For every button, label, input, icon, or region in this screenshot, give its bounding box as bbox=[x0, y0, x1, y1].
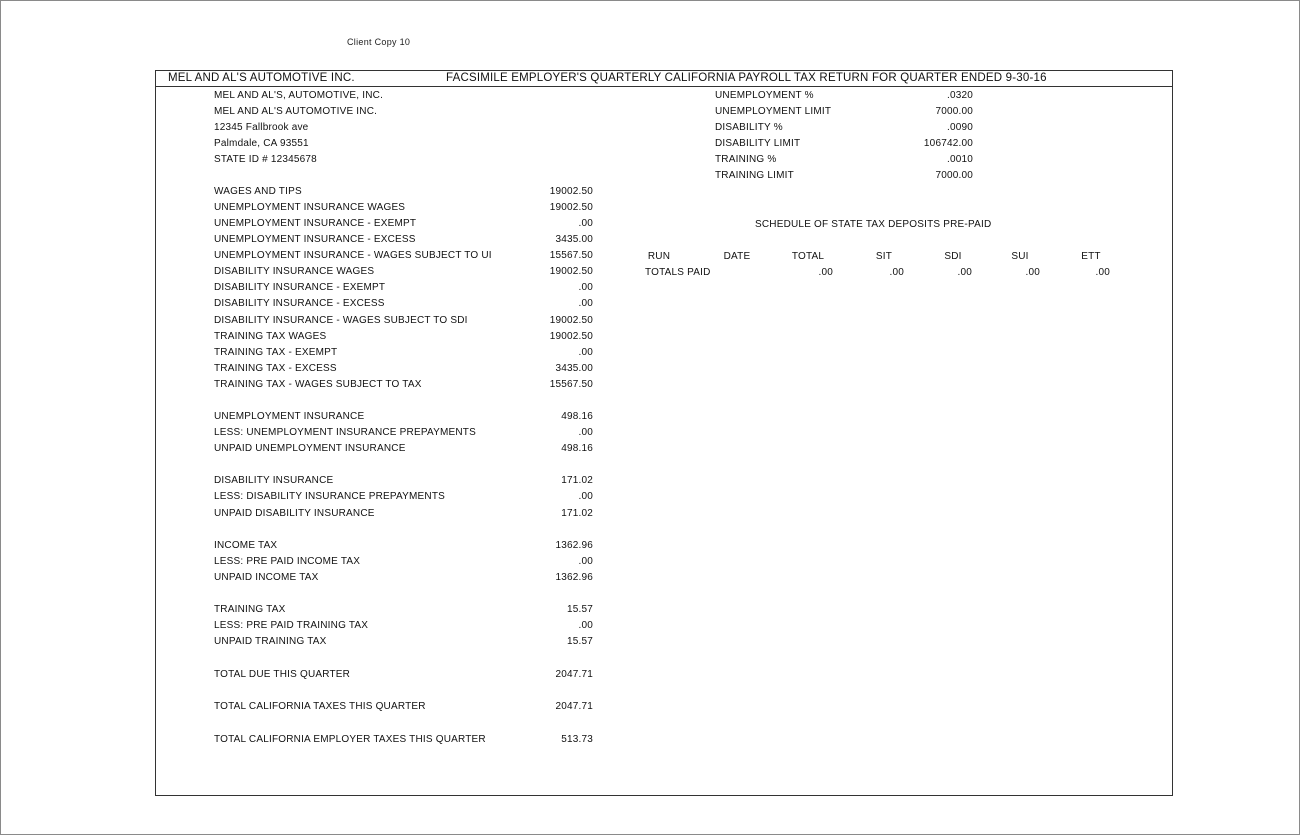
wage-value: 19002.50 bbox=[549, 186, 593, 197]
wage-label: DISABILITY INSURANCE - EXEMPT bbox=[214, 282, 386, 293]
address-line: Palmdale, CA 93551 bbox=[214, 138, 309, 149]
schedule-total-value: .00 bbox=[889, 267, 904, 278]
rate-value: .0090 bbox=[946, 122, 973, 133]
state-id: STATE ID # 12345678 bbox=[214, 154, 317, 165]
income-tax-value: 1362.96 bbox=[555, 540, 593, 551]
schedule-total-value: .00 bbox=[957, 267, 972, 278]
wage-value: 19002.50 bbox=[549, 315, 593, 326]
unemployment-value: .00 bbox=[578, 427, 593, 438]
total-label: TOTAL CALIFORNIA EMPLOYER TAXES THIS QUARTER bbox=[214, 734, 486, 745]
schedule-column-header: ETT bbox=[1081, 251, 1101, 262]
rate-value: .0010 bbox=[946, 154, 973, 165]
disability-value: .00 bbox=[578, 491, 593, 502]
rate-label: DISABILITY LIMIT bbox=[715, 138, 801, 149]
wage-label: UNEMPLOYMENT INSURANCE WAGES bbox=[214, 202, 406, 213]
training-tax-value: 15.57 bbox=[566, 636, 593, 647]
wage-value: .00 bbox=[578, 282, 593, 293]
address-line: MEL AND AL'S, AUTOMOTIVE, INC. bbox=[214, 90, 384, 101]
schedule-column-header: SUI bbox=[1011, 251, 1029, 262]
unemployment-label: LESS: UNEMPLOYMENT INSURANCE PREPAYMENTS bbox=[214, 427, 476, 438]
schedule-total-value: .00 bbox=[818, 267, 833, 278]
disability-value: 171.02 bbox=[561, 475, 593, 486]
training-tax-label: UNPAID TRAINING TAX bbox=[214, 636, 327, 647]
wage-label: TRAINING TAX WAGES bbox=[214, 331, 327, 342]
rate-label: UNEMPLOYMENT LIMIT bbox=[715, 106, 832, 117]
rate-value: 7000.00 bbox=[935, 106, 973, 117]
training-tax-label: LESS: PRE PAID TRAINING TAX bbox=[214, 620, 369, 631]
wage-value: .00 bbox=[578, 347, 593, 358]
rate-label: TRAINING % bbox=[715, 154, 777, 165]
total-value: 2047.71 bbox=[555, 669, 593, 680]
disability-label: DISABILITY INSURANCE bbox=[214, 475, 334, 486]
disability-value: 171.02 bbox=[561, 508, 593, 519]
income-tax-label: LESS: PRE PAID INCOME TAX bbox=[214, 556, 361, 567]
rate-value: 7000.00 bbox=[935, 170, 973, 181]
income-tax-value: 1362.96 bbox=[555, 572, 593, 583]
wage-value: 15567.50 bbox=[549, 379, 593, 390]
total-label: TOTAL DUE THIS QUARTER bbox=[214, 669, 351, 680]
wage-value: .00 bbox=[578, 298, 593, 309]
training-tax-label: TRAINING TAX bbox=[214, 604, 286, 615]
address-line: 12345 Fallbrook ave bbox=[214, 122, 309, 133]
schedule-total-value: .00 bbox=[1095, 267, 1110, 278]
unemployment-label: UNEMPLOYMENT INSURANCE bbox=[214, 411, 365, 422]
total-label: TOTAL CALIFORNIA TAXES THIS QUARTER bbox=[214, 701, 426, 712]
wage-value: .00 bbox=[578, 218, 593, 229]
wage-label: UNEMPLOYMENT INSURANCE - WAGES SUBJECT TO UI bbox=[214, 250, 492, 261]
wage-label: TRAINING TAX - EXCESS bbox=[214, 363, 337, 374]
address-line: MEL AND AL'S AUTOMOTIVE INC. bbox=[214, 106, 378, 117]
wage-value: 3435.00 bbox=[555, 363, 593, 374]
wage-value: 3435.00 bbox=[555, 234, 593, 245]
unemployment-label: UNPAID UNEMPLOYMENT INSURANCE bbox=[214, 443, 406, 454]
client-copy-label: Client Copy 10 bbox=[347, 37, 411, 47]
rate-label: TRAINING LIMIT bbox=[715, 170, 794, 181]
wage-label: TRAINING TAX - WAGES SUBJECT TO TAX bbox=[214, 379, 422, 390]
wage-value: 19002.50 bbox=[549, 266, 593, 277]
disability-label: LESS: DISABILITY INSURANCE PREPAYMENTS bbox=[214, 491, 445, 502]
wage-value: 19002.50 bbox=[549, 202, 593, 213]
wage-label: DISABILITY INSURANCE - EXCESS bbox=[214, 298, 385, 309]
header-company-name: MEL AND AL'S AUTOMOTIVE INC. bbox=[168, 72, 355, 84]
wage-value: 15567.50 bbox=[549, 250, 593, 261]
header-divider bbox=[155, 86, 1173, 87]
training-tax-value: .00 bbox=[578, 620, 593, 631]
disability-label: UNPAID DISABILITY INSURANCE bbox=[214, 508, 375, 519]
income-tax-label: UNPAID INCOME TAX bbox=[214, 572, 319, 583]
wage-label: WAGES AND TIPS bbox=[214, 186, 302, 197]
schedule-column-header: SIT bbox=[875, 251, 893, 262]
wage-value: 19002.50 bbox=[549, 331, 593, 342]
rate-value: .0320 bbox=[946, 90, 973, 101]
schedule-column-header: SDI bbox=[944, 251, 962, 262]
rate-value: 106742.00 bbox=[923, 138, 973, 149]
schedule-column-header: TOTAL bbox=[791, 251, 825, 262]
wage-label: UNEMPLOYMENT INSURANCE - EXEMPT bbox=[214, 218, 417, 229]
income-tax-label: INCOME TAX bbox=[214, 540, 278, 551]
total-value: 513.73 bbox=[561, 734, 593, 745]
schedule-column-header: RUN bbox=[647, 251, 671, 262]
schedule-total-value: .00 bbox=[1025, 267, 1040, 278]
unemployment-value: 498.16 bbox=[561, 443, 593, 454]
wage-label: TRAINING TAX - EXEMPT bbox=[214, 347, 338, 358]
income-tax-value: .00 bbox=[578, 556, 593, 567]
wage-label: UNEMPLOYMENT INSURANCE - EXCESS bbox=[214, 234, 416, 245]
schedule-title: SCHEDULE OF STATE TAX DEPOSITS PRE-PAID bbox=[755, 219, 992, 230]
training-tax-value: 15.57 bbox=[566, 604, 593, 615]
rate-label: DISABILITY % bbox=[715, 122, 783, 133]
schedule-column-header: DATE bbox=[723, 251, 751, 262]
total-value: 2047.71 bbox=[555, 701, 593, 712]
unemployment-value: 498.16 bbox=[561, 411, 593, 422]
rate-label: UNEMPLOYMENT % bbox=[715, 90, 814, 101]
header-form-title: FACSIMILE EMPLOYER'S QUARTERLY CALIFORNIA PAYROLL TAX RETURN FOR QUARTER ENDED 9-30-16 bbox=[446, 72, 1047, 84]
schedule-totals-label: TOTALS PAID bbox=[645, 267, 711, 278]
wage-label: DISABILITY INSURANCE WAGES bbox=[214, 266, 375, 277]
wage-label: DISABILITY INSURANCE - WAGES SUBJECT TO SDI bbox=[214, 315, 468, 326]
